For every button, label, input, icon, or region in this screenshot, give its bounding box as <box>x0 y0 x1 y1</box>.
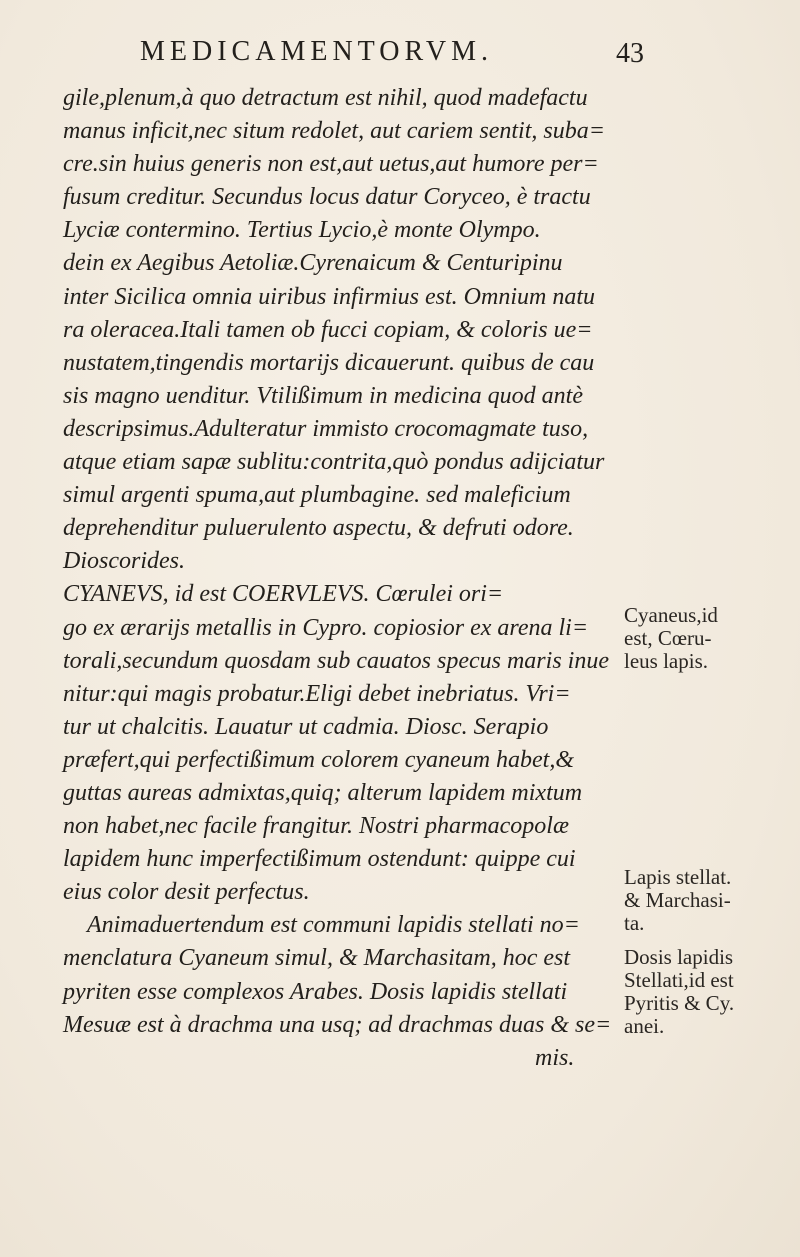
text-line: lapidem hunc imperfectißimum ostendunt: quippe cui <box>63 846 576 873</box>
margin-note-line: & Marchasi- <box>624 888 731 912</box>
text-line: torali,secundum quosdam sub cauatos specus maris inue <box>63 647 609 674</box>
margin-note-dosis <box>624 946 734 1038</box>
page-header <box>140 36 660 76</box>
text-line: ra oleracea.Itali tamen ob fucci copiam, & coloris ue= <box>63 316 593 343</box>
margin-note-line: Dosis lapidis <box>624 945 734 969</box>
text-line: fusum creditur. Secundus locus datur Coryceo, è tractu <box>63 184 591 211</box>
text-line: Dioscorides. <box>63 548 185 575</box>
text-line: Lyciæ contermino. Tertius Lycio,è monte Olympo. <box>63 217 541 244</box>
margin-note-line: leus lapis. <box>624 649 708 673</box>
text-line: pyriten esse complexos Arabes. Dosis lapidis stellati <box>63 978 568 1005</box>
running-head: MEDICAMENTORVM. <box>140 36 494 67</box>
main-text-column <box>63 82 623 1075</box>
text-line: præfert,qui perfectißimum colorem cyaneum habet,& <box>63 746 575 773</box>
text-line: guttas aureas admixtas,quiq; alterum lapidem mixtum <box>63 779 583 806</box>
text-line: simul argenti spuma,aut plumbagine. sed maleficium <box>63 482 571 509</box>
text-line: nustatem,tingendis mortarijs dicauerunt. quibus de cau <box>63 349 595 376</box>
text-line: eius color desit perfectus. <box>63 879 310 906</box>
page-number: 43 <box>616 38 644 69</box>
text-line: manus inficit,nec situm redolet, aut cariem sentit, suba= <box>63 118 605 145</box>
margin-note-line: Cyaneus,id <box>624 603 718 627</box>
text-line: inter Sicilica omnia uiribus infirmius est. Omnium natu <box>63 283 595 310</box>
text-line: dein ex Aegibus Aetoliæ.Cyrenaicum & Centuripinu <box>63 250 563 277</box>
margin-note-cyaneus <box>624 604 718 673</box>
text-line: nitur:qui magis probatur.Eligi debet inebriatus. Vri= <box>63 680 571 707</box>
text-line: sis magno uenditur. Vtilißimum in medicina quod antè <box>63 382 583 409</box>
margin-note-line: Pyritis & Cy. <box>624 991 735 1015</box>
text-line: cre.sin huius generis non est,aut uetus,aut humore per= <box>63 151 599 178</box>
margin-note-lapis-stellatus <box>624 866 731 935</box>
text-line: non habet,nec facile frangitur. Nostri pharmacopolæ <box>63 813 569 840</box>
margin-note-line: est, Cœru- <box>624 626 712 650</box>
margin-note-line: Stellati,id est <box>624 968 734 992</box>
text-line: deprehenditur puluerulento aspectu, & defruti odore. <box>63 515 574 542</box>
margin-note-line: Lapis stellat. <box>624 865 732 889</box>
text-line: atque etiam sapæ sublitu:contrita,quò pondus adijciatur <box>63 449 605 476</box>
margin-note-line: anei. <box>624 1014 665 1038</box>
text-line: tur ut chalcitis. Lauatur ut cadmia. Diosc. Serapio <box>63 713 549 740</box>
text-line: descripsimus.Adulteratur immisto crocomagmate tuso, <box>63 415 589 442</box>
section-heading-line: CYANEVS, id est COERVLEVS. Cœrulei ori= <box>63 581 504 608</box>
margin-note-line: ta. <box>624 911 645 935</box>
text-line: Mesuæ est à drachma una usq; ad drachmas duas & se= <box>63 1011 612 1038</box>
text-line: menclatura Cyaneum simul, & Marchasitam, hoc est <box>63 945 571 972</box>
text-line: gile,plenum,à quo detractum est nihil, quod madefactu <box>63 85 588 111</box>
text-line: mis. <box>535 1044 575 1071</box>
text-line: go ex ærarijs metallis in Cypro. copiosior ex arena li= <box>63 614 589 641</box>
text-line: Animaduertendum est communi lapidis stellati no= <box>87 912 580 939</box>
